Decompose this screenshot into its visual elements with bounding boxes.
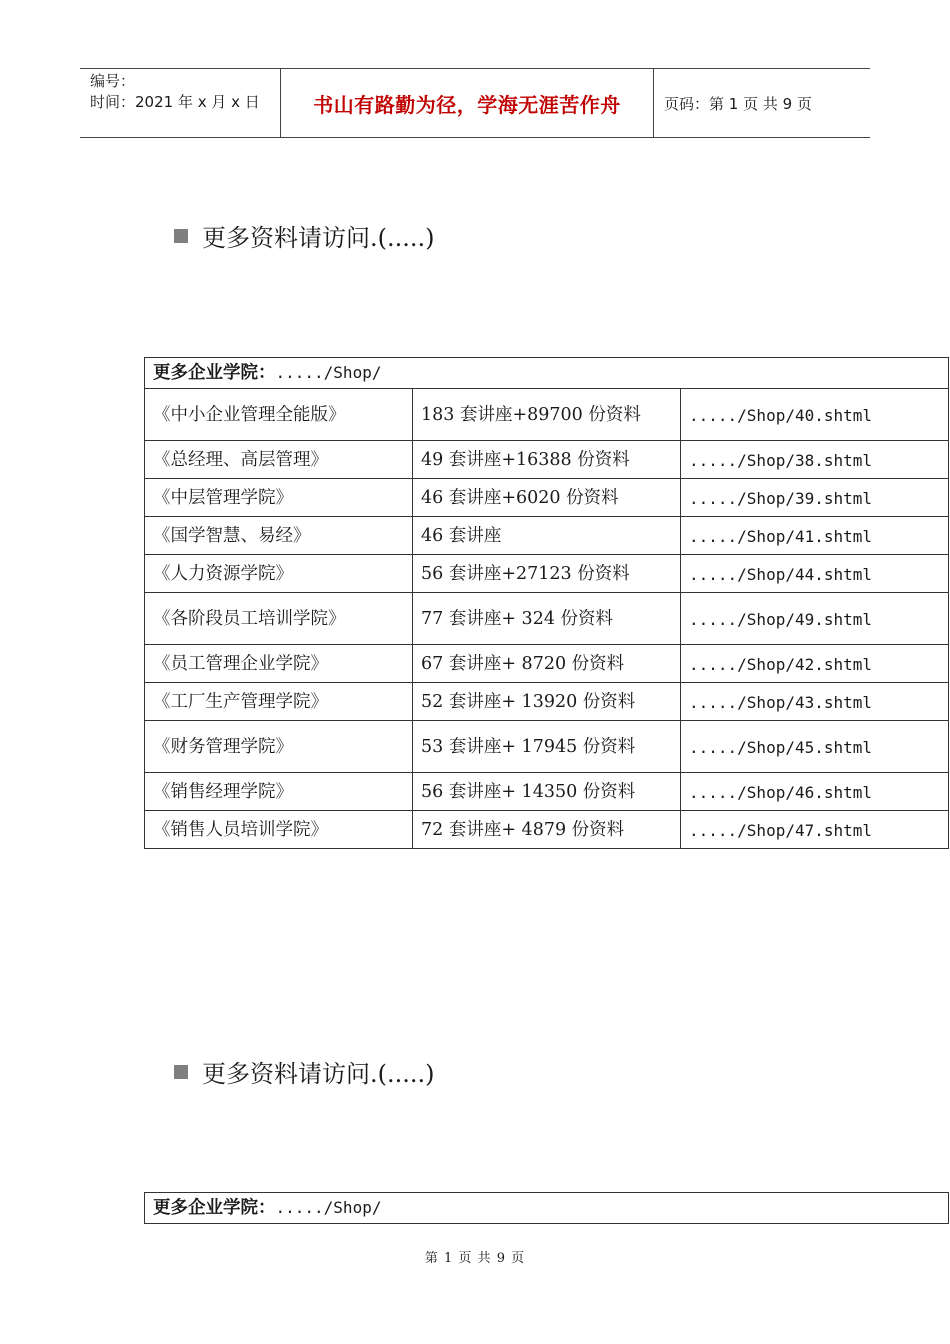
square-bullet-icon [174, 1065, 188, 1079]
table-title-1 [145, 358, 949, 389]
row-name: 《中小企业管理全能版》 [145, 389, 413, 441]
header-page-info: 页码：第 1 页 共 9 页 [664, 94, 812, 113]
row-name: 《人力资源学院》 [145, 555, 413, 593]
row-count: 52 套讲座+ 13920 份资料 [413, 683, 681, 721]
row-count: 67 套讲座+ 8720 份资料 [413, 645, 681, 683]
row-name: 《工厂生产管理学院》 [145, 683, 413, 721]
shop-table-2 [144, 1192, 949, 1224]
header-motto: 书山有路勤为径，学海无涯苦作舟 [281, 69, 654, 137]
row-url[interactable]: ...../Shop/39.shtml [681, 479, 949, 517]
row-name: 《总经理、高层管理》 [145, 441, 413, 479]
visit-line-1 [174, 218, 435, 253]
row-url[interactable]: ...../Shop/44.shtml [681, 555, 949, 593]
row-count: 46 套讲座 [413, 517, 681, 555]
table-row [145, 811, 949, 849]
table-title-2 [145, 1193, 949, 1224]
row-count: 72 套讲座+ 4879 份资料 [413, 811, 681, 849]
table-title-url[interactable]: ...../Shop/ [275, 363, 382, 382]
table-row [145, 441, 949, 479]
row-name: 《销售人员培训学院》 [145, 811, 413, 849]
row-name: 《各阶段员工培训学院》 [145, 593, 413, 645]
table-row [145, 645, 949, 683]
page-footer: 第 1 页 共 9 页 [424, 1251, 526, 1266]
row-url[interactable]: ...../Shop/47.shtml [681, 811, 949, 849]
square-bullet-icon [174, 229, 188, 243]
table-row [145, 517, 949, 555]
row-url[interactable]: ...../Shop/49.shtml [681, 593, 949, 645]
row-url[interactable]: ...../Shop/46.shtml [681, 773, 949, 811]
table-title-label: 更多企业学院： [153, 363, 276, 383]
row-name: 《销售经理学院》 [145, 773, 413, 811]
table-row [145, 389, 949, 441]
visit-line-2 [174, 1054, 435, 1089]
row-count: 46 套讲座+6020 份资料 [413, 479, 681, 517]
row-url[interactable]: ...../Shop/42.shtml [681, 645, 949, 683]
table-title-label: 更多企业学院： [153, 1198, 276, 1218]
number-label: 编号： [90, 72, 136, 90]
row-url[interactable]: ...../Shop/45.shtml [681, 721, 949, 773]
table-row [145, 555, 949, 593]
visit-text-2: 更多资料请访问.(.....) [202, 1060, 435, 1088]
visit-text-1: 更多资料请访问.(.....) [202, 224, 435, 252]
time-label: 时间：2021 年 x 月 x 日 [90, 93, 260, 111]
row-count: 56 套讲座+ 14350 份资料 [413, 773, 681, 811]
row-count: 56 套讲座+27123 份资料 [413, 555, 681, 593]
row-name: 《员工管理企业学院》 [145, 645, 413, 683]
row-name: 《国学智慧、易经》 [145, 517, 413, 555]
table-row [145, 773, 949, 811]
table-row [145, 683, 949, 721]
table-title-url[interactable]: ...../Shop/ [275, 1198, 382, 1217]
row-url[interactable]: ...../Shop/41.shtml [681, 517, 949, 555]
table-row [145, 721, 949, 773]
row-count: 183 套讲座+89700 份资料 [413, 389, 681, 441]
row-url[interactable]: ...../Shop/43.shtml [681, 683, 949, 721]
row-count: 49 套讲座+16388 份资料 [413, 441, 681, 479]
row-count: 77 套讲座+ 324 份资料 [413, 593, 681, 645]
row-count: 53 套讲座+ 17945 份资料 [413, 721, 681, 773]
row-url[interactable]: ...../Shop/40.shtml [681, 389, 949, 441]
header-meta [80, 69, 281, 137]
table-row [145, 479, 949, 517]
row-name: 《财务管理学院》 [145, 721, 413, 773]
row-name: 《中层管理学院》 [145, 479, 413, 517]
shop-table-1 [144, 357, 949, 849]
document-header [80, 68, 870, 138]
row-url[interactable]: ...../Shop/38.shtml [681, 441, 949, 479]
table-row [145, 593, 949, 645]
